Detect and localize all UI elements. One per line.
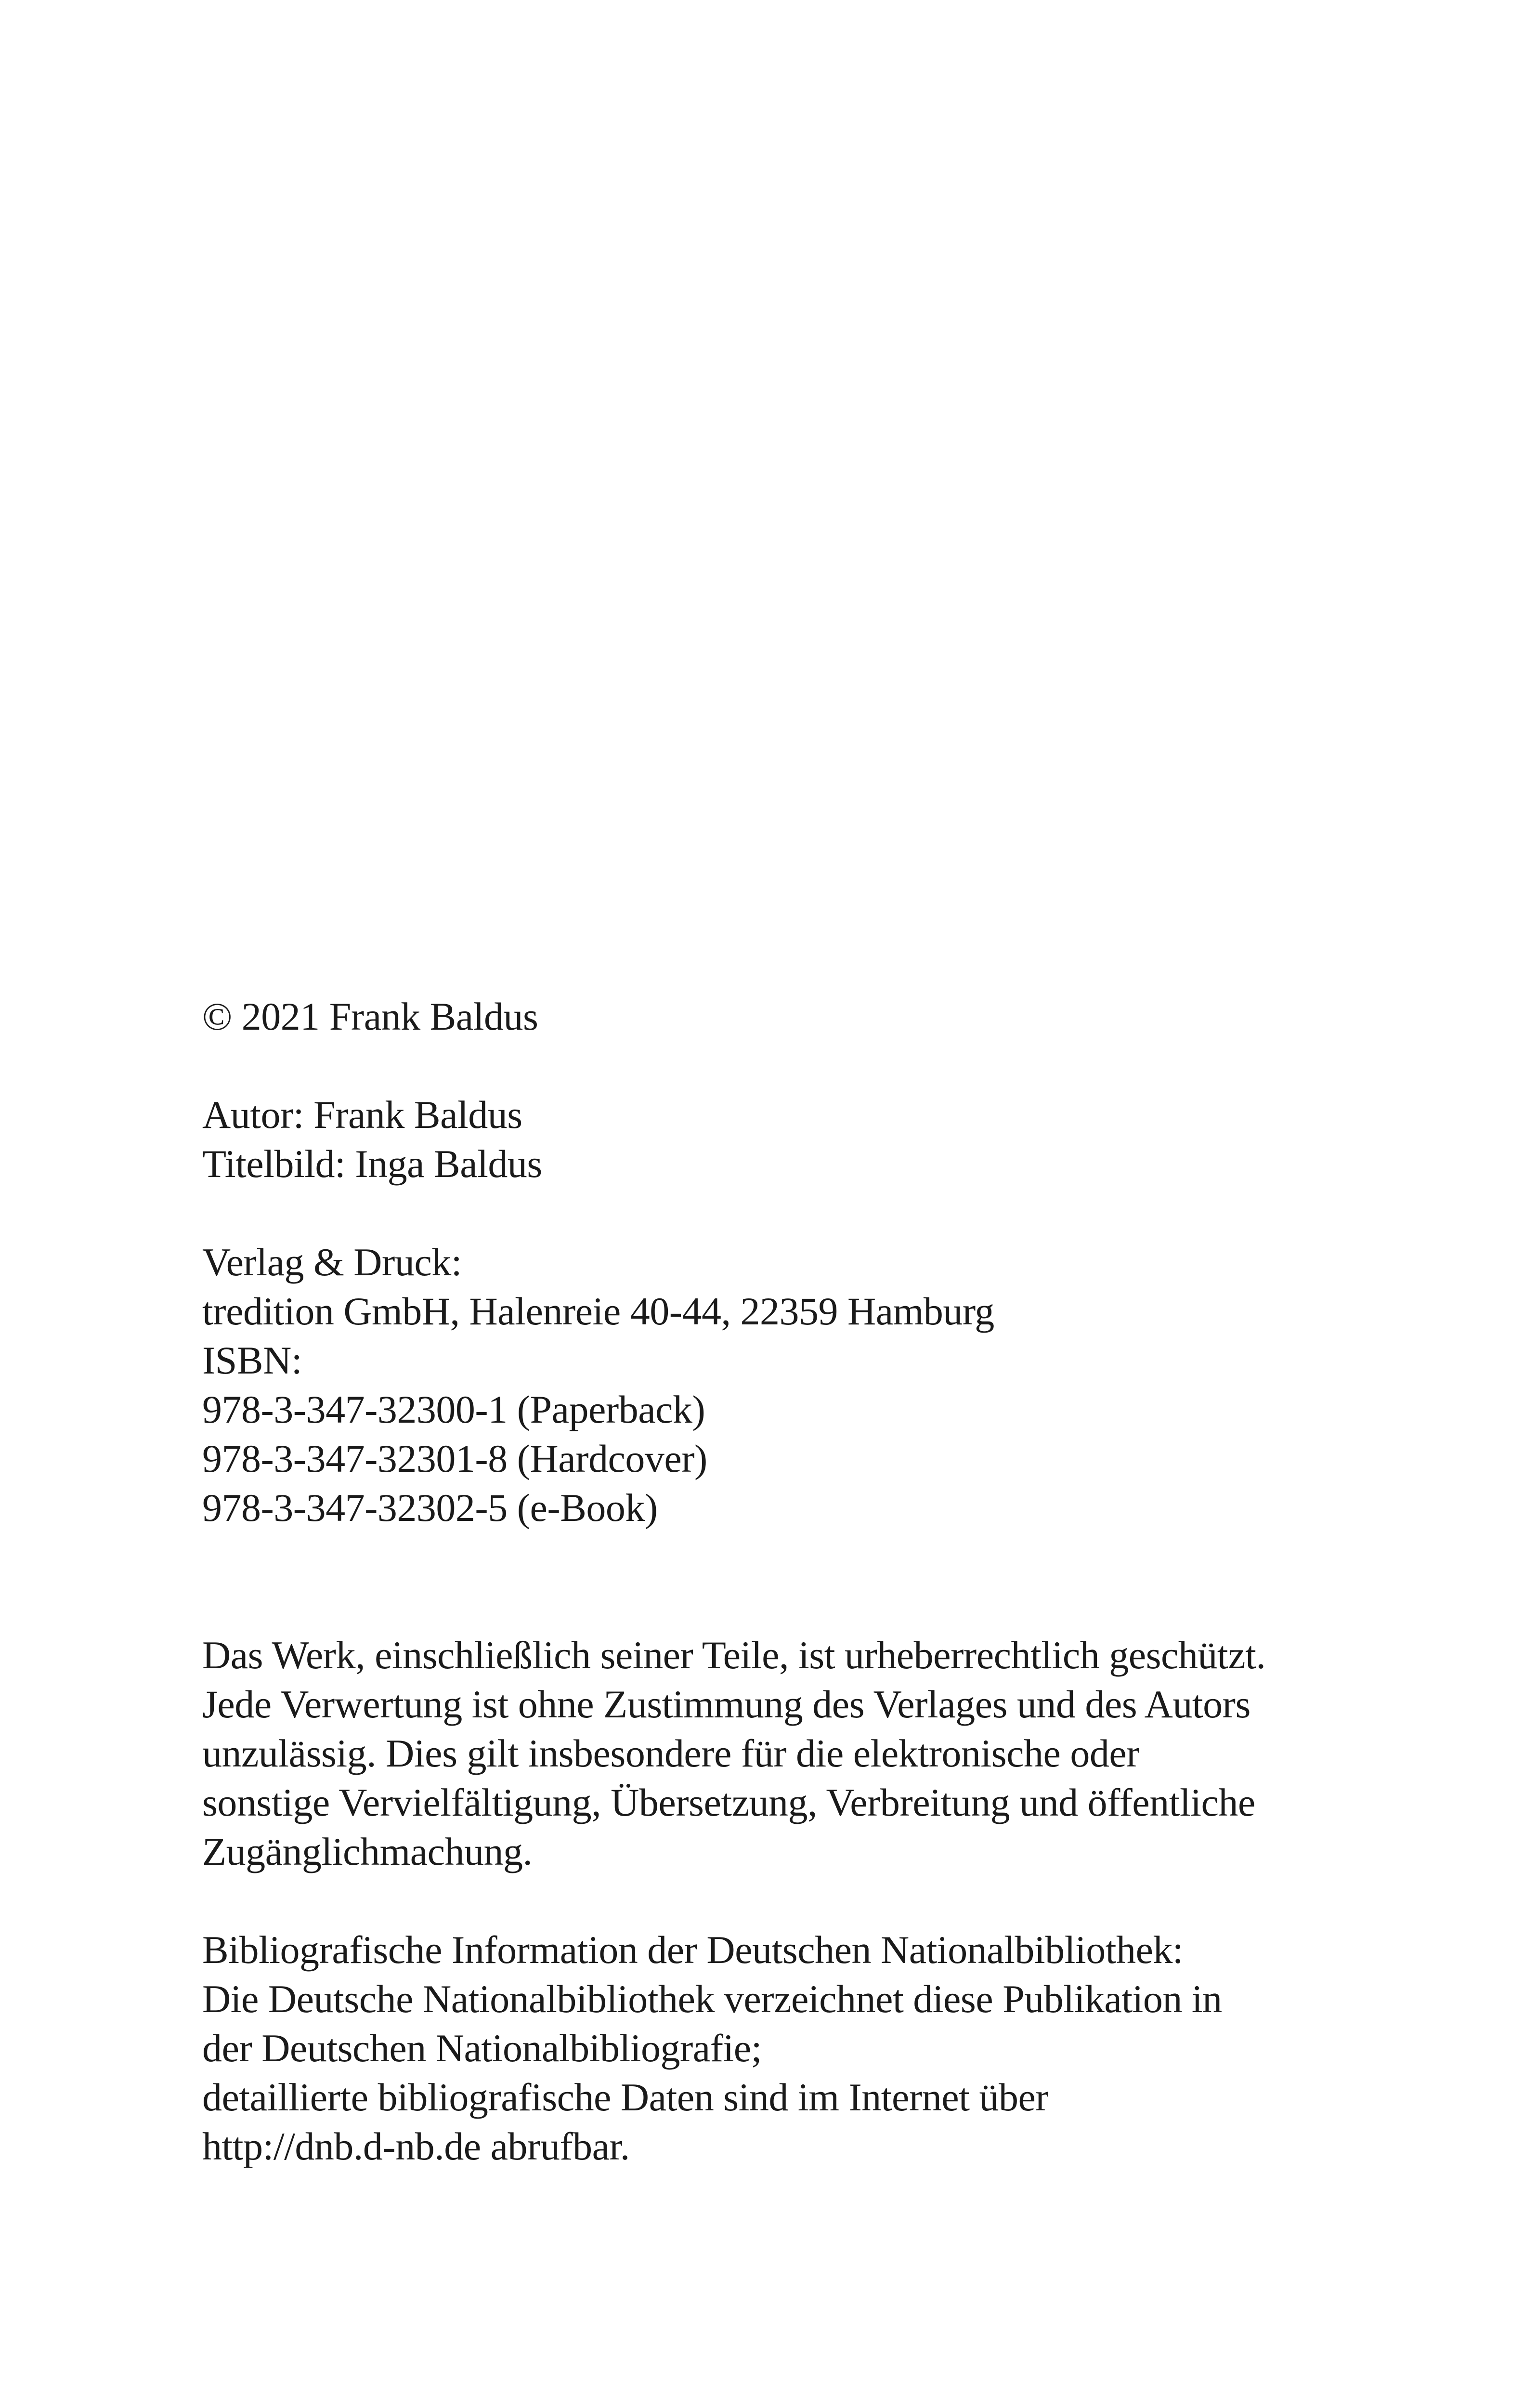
rights-line: sonstige Vervielfältigung, Übersetzung, Verbreitung und öffentliche <box>202 1780 1255 1824</box>
rights-line: Das Werk, einschließlich seiner Teile, ist urheberrechtlich geschützt. <box>202 1633 1266 1677</box>
isbn-ebook: 978-3-347-32302-5 (e-Book) <box>202 1486 658 1530</box>
spacer <box>202 1532 1358 1631</box>
cover-credit-line: Titelbild: Inga Baldus <box>202 1142 542 1186</box>
publisher-address: tredition GmbH, Halenreie 40-44, 22359 Hamburg <box>202 1289 994 1333</box>
isbn-paperback: 978-3-347-32300-1 (Paperback) <box>202 1387 705 1431</box>
rights-section <box>202 1631 1358 1876</box>
bibliography-section <box>202 1925 1358 2171</box>
isbn-label: ISBN: <box>202 1338 302 1382</box>
copyright-line: © 2021 Frank Baldus <box>202 995 538 1038</box>
copyright-section <box>202 992 1358 1041</box>
dnb-link-line: http://dnb.d-nb.de abrufbar. <box>202 2124 630 2168</box>
rights-line: Jede Verwertung ist ohne Zustimmung des Verlages und des Autors <box>202 1682 1250 1726</box>
isbn-hardcover: 978-3-347-32301-8 (Hardcover) <box>202 1437 707 1480</box>
spacer <box>202 1041 1358 1090</box>
imprint-block <box>202 992 1358 2171</box>
author-line: Autor: Frank Baldus <box>202 1093 522 1137</box>
rights-line: unzulässig. Dies gilt insbesondere für die elektronische oder <box>202 1731 1140 1775</box>
spacer <box>202 1189 1358 1238</box>
bibliography-line: Bibliografische Information der Deutschen Nationalbibliothek: <box>202 1928 1184 1972</box>
credits-section <box>202 1090 1358 1189</box>
spacer <box>202 1876 1358 1925</box>
publisher-section <box>202 1238 1358 1532</box>
bibliography-line: detaillierte bibliografische Daten sind im Internet über <box>202 2075 1049 2119</box>
rights-line: Zugänglichmachung. <box>202 1830 533 1873</box>
bibliography-line: Die Deutsche Nationalbibliothek verzeichnet diese Publikation in <box>202 1977 1222 2021</box>
bibliography-line: der Deutschen Nationalbibliografie; <box>202 2026 762 2070</box>
publisher-label: Verlag & Druck: <box>202 1240 462 1284</box>
